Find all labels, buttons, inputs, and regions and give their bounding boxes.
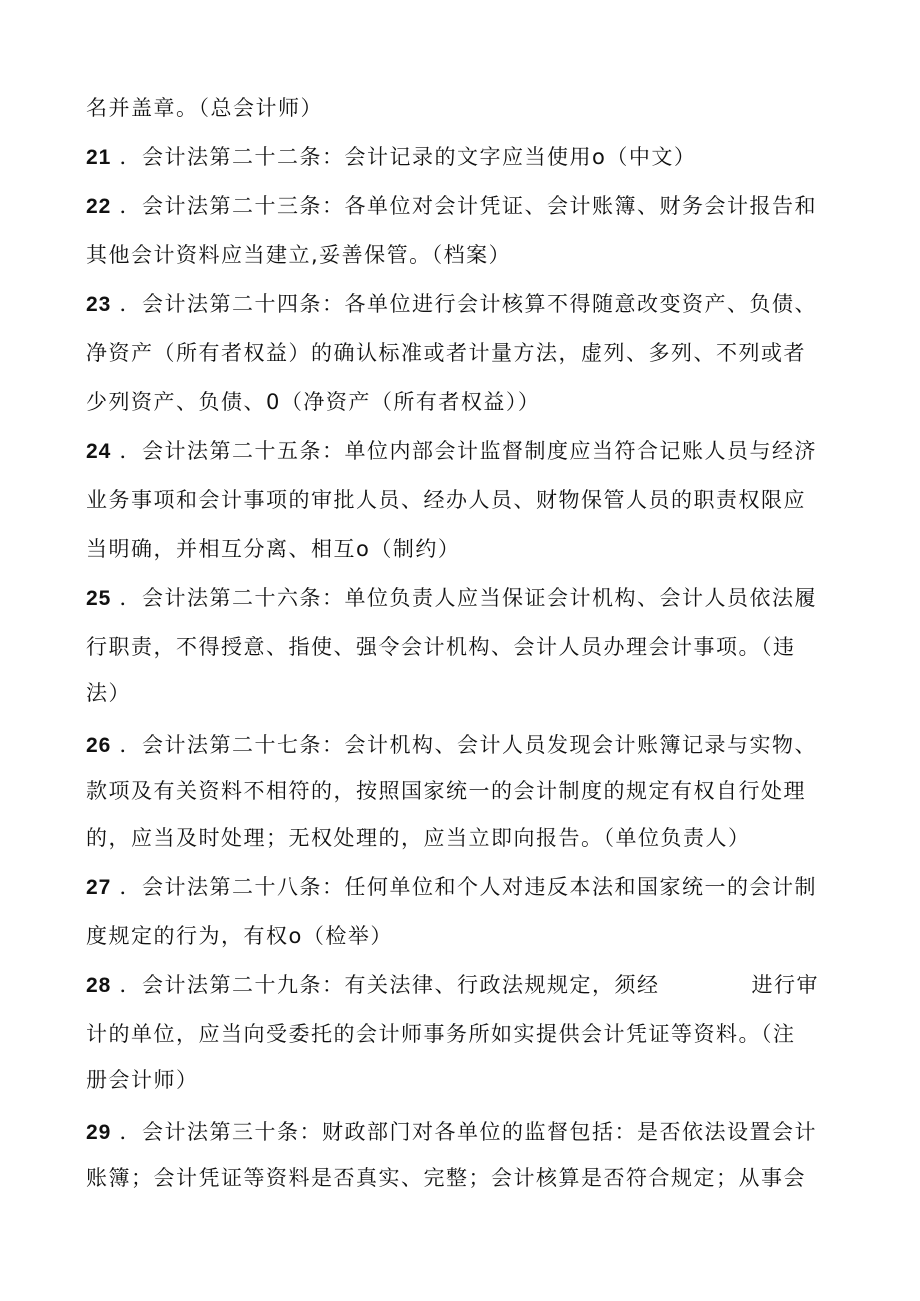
item-26	[86, 728, 817, 762]
item-21	[86, 140, 696, 174]
text-line	[86, 630, 796, 664]
text-line	[86, 385, 540, 419]
line-text: 业务事项和会计事项的审批人员、经办人员、财物保管人员的职责权限应	[86, 488, 806, 512]
text-line	[86, 483, 806, 517]
text-line	[86, 1017, 796, 1051]
text-line	[86, 821, 751, 855]
item-24	[86, 434, 817, 468]
text-line	[86, 676, 131, 710]
line-text: 度规定的行为，有权o（检举）	[86, 924, 393, 948]
line-text: 款项及有关资料不相符的，按照国家统一的会计制度的规定有权自行处理	[86, 779, 806, 803]
line-text: ．会计法第二十五条：单位内部会计监督制度应当符合记账人员与经济	[119, 439, 818, 463]
item-number: 28	[86, 974, 112, 997]
item-22	[86, 189, 817, 223]
text-line	[86, 1063, 199, 1097]
line-text: 净资产（所有者权益）的确认标准或者计量方法，虚列、多列、不列或者	[86, 341, 806, 365]
line-text: ．会计法第二十九条：有关法律、行政法规规定，须经	[119, 973, 660, 997]
line-text: 计的单位，应当向受委托的会计师事务所如实提供会计凭证等资料。（注	[86, 1022, 796, 1046]
line-text: ．会计法第二十三条：各单位对会计凭证、会计账簿、财务会计报告和	[119, 194, 818, 218]
text-line	[86, 919, 393, 953]
item-27	[86, 870, 817, 904]
item-number: 25	[86, 587, 112, 610]
line-text: ．会计法第二十八条：任何单位和个人对违反本法和国家统一的会计制	[119, 875, 818, 899]
line-text: 行职责，不得授意、指使、强令会计机构、会计人员办理会计事项。（违	[86, 635, 796, 659]
text-line	[86, 532, 460, 566]
item-29	[86, 1115, 817, 1149]
line-text: ．会计法第三十条：财政部门对各单位的监督包括：是否依法设置会计	[119, 1120, 818, 1144]
item-28	[86, 968, 819, 1002]
item-number: 26	[86, 734, 112, 757]
line-text: 法）	[86, 681, 131, 705]
item-number: 23	[86, 293, 112, 316]
item-number: 27	[86, 876, 112, 899]
line-text: 少列资产、负债、0（净资产（所有者权益））	[86, 390, 541, 414]
line-text: 其他会计资料应当建立,妥善保管。（档案）	[86, 243, 512, 267]
item-number: 29	[86, 1121, 112, 1144]
item-25	[86, 581, 817, 615]
line-text: 名并盖章。（总会计师）	[86, 96, 323, 120]
text-line	[86, 238, 511, 272]
line-text: 进行审	[751, 973, 820, 997]
line-text: ．会计法第二十六条：单位负责人应当保证会计机构、会计人员依法履	[119, 586, 818, 610]
line-text: ．会计法第二十二条：会计记录的文字应当使用o（中文）	[119, 145, 697, 169]
line-text: 当明确，并相互分离、相互o（制约）	[86, 537, 461, 561]
item-number: 21	[86, 146, 112, 169]
item-number: 22	[86, 195, 112, 218]
text-line	[86, 91, 323, 125]
line-text: ．会计法第二十四条：各单位进行会计核算不得随意改变资产、负债、	[119, 292, 818, 316]
item-23	[86, 287, 817, 321]
line-text: 的，应当及时处理；无权处理的，应当立即向报告。（单位负责人）	[86, 826, 751, 850]
line-text: 册会计师）	[86, 1068, 199, 1092]
text-line	[86, 774, 806, 808]
line-text: 账簿；会计凭证等资料是否真实、完整；会计核算是否符合规定；从事会	[86, 1166, 806, 1190]
text-line	[86, 336, 806, 370]
line-text: ．会计法第二十七条：会计机构、会计人员发现会计账簿记录与实物、	[119, 733, 818, 757]
item-number: 24	[86, 440, 112, 463]
text-line	[86, 1161, 806, 1195]
